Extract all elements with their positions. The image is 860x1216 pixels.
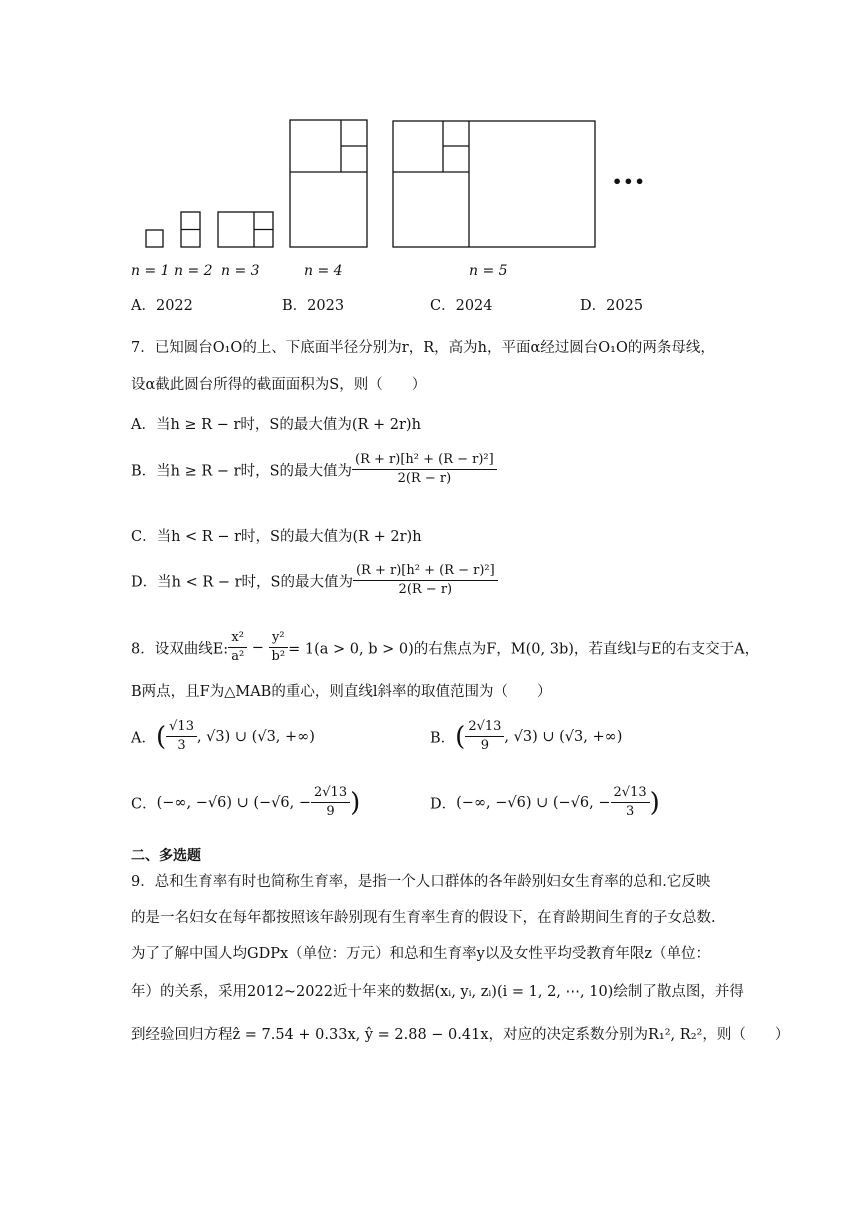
q9-stem-line1: 9．总和生育率有时也简称生育率，是指一个人口群体的各年龄别妇女生育率的总和.它反映 [131,874,711,890]
q8-stem-line2: B两点，且F为△MAB的重心，则直线l斜率的取值范围为（ ） [131,684,552,700]
q9-stem-line2: 的是一名妇女在每年都按照该年龄别现有生育率生育的假设下，在育龄期间生育的子女总数. [131,910,716,926]
label-n3: n = 3 [221,263,260,279]
q6-option-a[interactable]: A．2022 [131,298,193,314]
q7-stem-line2: 设α截此圆台所得的截面面积为S，则（ ） [131,377,427,393]
q8-option-d[interactable]: D．(−∞, −√6) ∪ (−√6, − $\frac{2√13}{3}$ ) [430,785,660,820]
label-n4: n = 4 [304,263,343,279]
q9-stem-line5: 到经验回归方程ẑ = 7.54 + 0.33x, ŷ = 2.88 − 0.41x，对应的决定系数分别为R₁², R₂²，则（ ） [131,1027,790,1043]
q9-stem-line4: 年）的关系，采用2012~2022近十年来的数据(xᵢ, yᵢ, zᵢ)(i = 1, 2, ⋯, 10)绘制了散点图，并得 [131,984,744,1000]
q7-option-b[interactable]: B．当h ≥ R − r时，S的最大值为 $\frac{\text{(R + r)[h² + (R − r)²]}}{2(R - r)}$ [131,452,497,488]
rect-n4 [290,120,367,247]
q8-option-b[interactable]: B．( $\frac{2√13}{9}$ , √3) ∪ (√3, +∞) [430,719,623,754]
label-n5: n = 5 [469,263,508,279]
q6-option-b[interactable]: B．2023 [282,298,345,314]
squares-figure [0,0,860,260]
label-n2: n = 2 [174,263,213,279]
label-n1: n = 1 [131,263,170,279]
figure-ellipsis: ••• [612,172,646,191]
section-heading: 二、多选题 [131,848,201,864]
square-n1 [146,230,163,247]
rect-n5 [393,121,595,247]
q7-option-d[interactable]: D．当h < R − r时，S的最大值为 $\frac{\text{(R + r)[h² + (R − r)²]}}{2(R - r)}$ [131,563,498,599]
q6-option-d[interactable]: D．2025 [580,298,644,314]
q7-option-c[interactable]: C．当h < R − r时，S的最大值为(R + 2r)h [131,529,422,545]
q8-option-c[interactable]: C．(−∞, −√6) ∪ (−√6, − $\frac{2√13}{9}$ ) [131,785,361,820]
q6-option-c[interactable]: C．2024 [430,298,493,314]
q7-stem-line1: 7．已知圆台O₁O的上、下底面半径分别为r，R，高为h，平面α经过圆台O₁O的两条母线， [131,340,715,356]
q8-stem-line1: 8．设双曲线E: $\frac{\text{x²}}{\text{a²}}$ − $\frac{\text{y²}}{\text{b²}}$ = 1(a > 0, b > 0)的右焦点为F，M(0, 3b)，若直线l与E的右支交于A， [131,630,760,665]
q8-option-a[interactable]: A．( $\frac{√13}{3}$ , √3) ∪ (√3, +∞) [131,719,315,754]
q9-stem-line3: 为了了解中国人均GDPx（单位：万元）和总和生育率y以及女性平均受教育年限z（单位： [131,946,710,962]
q7-option-a[interactable]: A．当h ≥ R − r时，S的最大值为(R + 2r)h [131,417,421,433]
